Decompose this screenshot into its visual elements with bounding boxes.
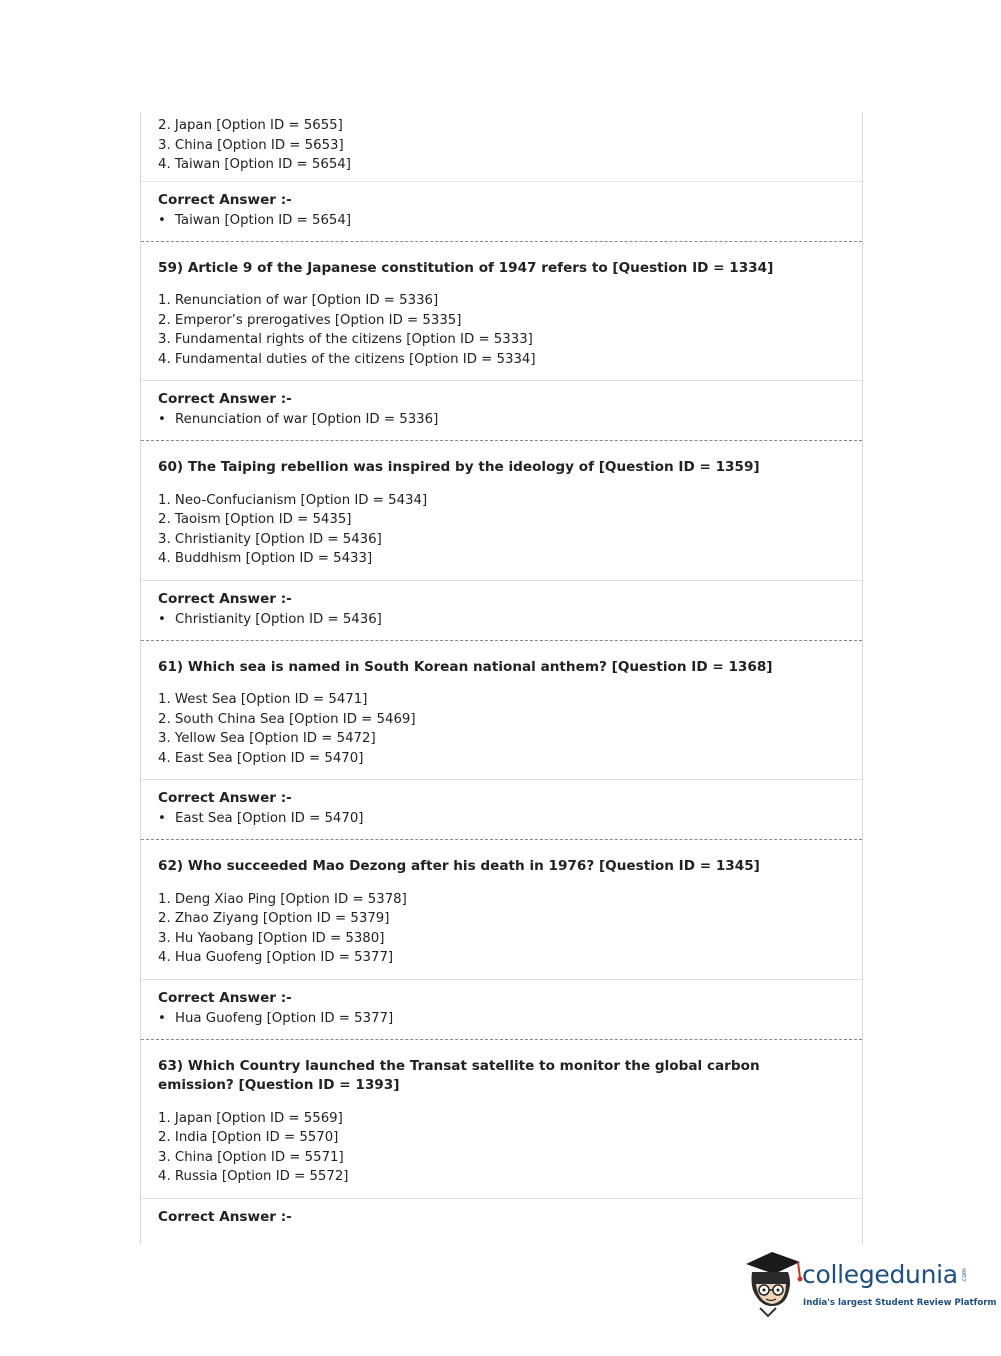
bullet-icon: • bbox=[158, 212, 166, 228]
option-item: 3. Hu Yaobang [Option ID = 5380] bbox=[158, 930, 385, 946]
option-item: 2. Emperor’s prerogatives [Option ID = 5335] bbox=[158, 312, 462, 328]
question-options bbox=[141, 677, 862, 780]
option-item: 2. Japan [Option ID = 5655] bbox=[158, 118, 343, 133]
question-options bbox=[141, 478, 862, 581]
question-title: 62) Who succeeded Mao Dezong after his death in 1976? [Question ID = 1345] bbox=[158, 858, 760, 874]
question-title: 63) Which Country launched the Transat satellite to monitor the global carbon emission? [Question ID = 1393] bbox=[158, 1057, 760, 1093]
question-block bbox=[141, 241, 862, 441]
option-item: 3. Christianity [Option ID = 5436] bbox=[158, 531, 382, 547]
option-item: 3. China [Option ID = 5571] bbox=[158, 1149, 344, 1165]
correct-answer-text: Taiwan [Option ID = 5654] bbox=[175, 212, 352, 228]
correct-answer bbox=[141, 780, 862, 839]
bullet-icon: • bbox=[158, 1010, 166, 1026]
correct-answer-heading: Correct Answer :- bbox=[158, 1208, 292, 1225]
bullet-icon: • bbox=[158, 811, 166, 826]
option-item: 4. Russia [Option ID = 5572] bbox=[158, 1169, 349, 1184]
correct-answer-heading: Correct Answer :- bbox=[158, 391, 292, 407]
correct-answer bbox=[141, 980, 862, 1039]
correct-answer bbox=[141, 581, 862, 640]
bullet-icon: • bbox=[158, 611, 166, 627]
option-item: 4. Taiwan [Option ID = 5654] bbox=[158, 157, 351, 172]
logo-wordmark: collegedunia bbox=[802, 1260, 958, 1289]
option-item: 1. Deng Xiao Ping [Option ID = 5378] bbox=[158, 891, 407, 907]
question-block bbox=[141, 839, 862, 1039]
correct-answer-text: Christianity [Option ID = 5436] bbox=[175, 611, 382, 627]
question-paper bbox=[140, 112, 863, 1244]
option-item: 4. East Sea [Option ID = 5470] bbox=[158, 750, 364, 766]
mascot-icon bbox=[742, 1250, 804, 1320]
option-item: 3. China [Option ID = 5653] bbox=[158, 137, 344, 153]
option-item: 2. South China Sea [Option ID = 5469] bbox=[158, 711, 416, 727]
question-options bbox=[141, 278, 862, 381]
option-item: 4. Fundamental duties of the citizens [Option ID = 5334] bbox=[158, 351, 536, 367]
question-block bbox=[141, 1039, 862, 1236]
option-item: 1. Neo-Confucianism [Option ID = 5434] bbox=[158, 492, 428, 508]
previous-question-options bbox=[141, 112, 862, 182]
option-item: 4. Hua Guofeng [Option ID = 5377] bbox=[158, 950, 394, 965]
option-item: 3. Yellow Sea [Option ID = 5472] bbox=[158, 731, 376, 746]
bullet-icon: • bbox=[158, 412, 166, 427]
option-item: 4. Buddhism [Option ID = 5433] bbox=[158, 551, 373, 566]
option-item: 2. Taoism [Option ID = 5435] bbox=[158, 512, 352, 527]
option-item: 2. India [Option ID = 5570] bbox=[158, 1130, 339, 1145]
correct-answer bbox=[141, 381, 862, 440]
correct-answer-heading: Correct Answer :- bbox=[158, 590, 292, 607]
collegedunia-logo bbox=[742, 1250, 997, 1320]
correct-answer-heading: Correct Answer :- bbox=[158, 191, 292, 208]
question-title: 61) Which sea is named in South Korean national anthem? [Question ID = 1368] bbox=[158, 658, 773, 675]
correct-answer-text: Hua Guofeng [Option ID = 5377] bbox=[175, 1010, 394, 1026]
correct-answer-text: East Sea [Option ID = 5470] bbox=[175, 811, 364, 826]
question-block bbox=[141, 440, 862, 640]
question-options bbox=[141, 1096, 862, 1199]
correct-answer-text: Renunciation of war [Option ID = 5336] bbox=[175, 412, 439, 427]
option-item: 1. Japan [Option ID = 5569] bbox=[158, 1110, 343, 1126]
previous-correct-answer bbox=[141, 182, 862, 241]
logo-tagline: India's largest Student Review Platform bbox=[803, 1298, 997, 1308]
option-item: 1. West Sea [Option ID = 5471] bbox=[158, 692, 368, 707]
question-block bbox=[141, 640, 862, 840]
correct-answer bbox=[141, 1199, 862, 1236]
option-item: 1. Renunciation of war [Option ID = 5336] bbox=[158, 293, 439, 308]
question-title: 59) Article 9 of the Japanese constitution of 1947 refers to [Question ID = 1334] bbox=[158, 259, 774, 276]
logo-domain-suffix: .com bbox=[960, 1268, 968, 1283]
correct-answer-heading: Correct Answer :- bbox=[158, 989, 292, 1006]
question-title: 60) The Taiping rebellion was inspired by the ideology of [Question ID = 1359] bbox=[158, 459, 760, 475]
correct-answer-heading: Correct Answer :- bbox=[158, 790, 292, 806]
option-item: 2. Zhao Ziyang [Option ID = 5379] bbox=[158, 911, 390, 926]
question-options bbox=[141, 877, 862, 980]
option-item: 3. Fundamental rights of the citizens [Option ID = 5333] bbox=[158, 332, 533, 347]
